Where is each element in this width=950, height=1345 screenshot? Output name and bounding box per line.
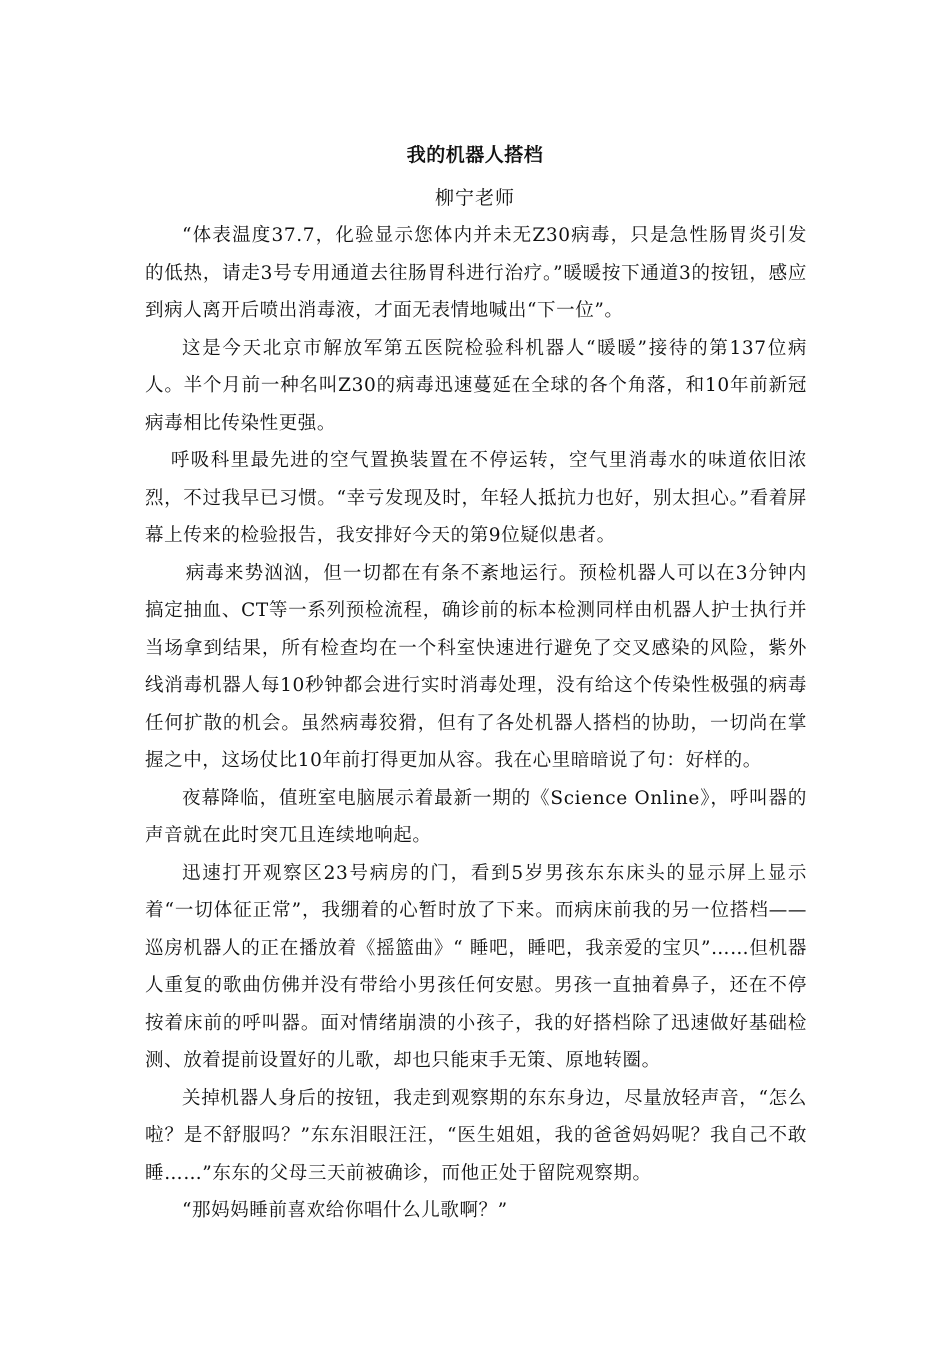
paragraph-3: 呼吸科里最先进的空气置换装置在不停运转，空气里消毒水的味道依旧浓烈，不过我早已习惯。“幸亏发现及时，年轻人抵抗力也好，别太担心。”看着屏幕上传来的检验报告，我安排好今天的第9位疑似患者。 <box>145 450 807 546</box>
paragraph-1: “体表温度37.7，化验显示您体内并未无Z30病毒，只是急性肠胃炎引发的低热，请走3号专用通道去往肠胃科进行治疗。”暖暖按下通道3的按钮，感应到病人离开后喷出消毒液，才面无表情地喊出“下一位”。 <box>145 225 807 321</box>
paragraph-4: 病毒来势汹汹，但一切都在有条不紊地运行。预检机器人可以在3分钟内搞定抽血、CT等一系列预检流程，确诊前的标本检测同样由机器人护士执行并当场拿到结果，所有检查均在一个科室快速进行避免了交叉感染的风险，紫外线消毒机器人每10秒钟都会进行实时消毒处理，没有给这个传染性极强的病毒任何扩散的机会。虽然病毒狡猾，但有了各处机器人搭档的协助，一切尚在掌握之中，这场仗比10年前打得更加从容。我在心里暗暗说了句：好样的。 <box>145 562 807 771</box>
paragraph-8: “那妈妈睡前喜欢给你唱什么儿歌啊？” <box>182 1200 508 1221</box>
paragraph-6: 迅速打开观察区23号病房的门，看到5岁男孩东东床头的显示屏上显示着“一切体征正常”，我绷着的心暂时放了下来。而病床前我的另一位搭档——巡房机器人的正在播放着《摇篮曲》“ 睡吧，睡吧，我亲爱的宝贝”……但机器人重复的歌曲仿佛并没有带给小男孩任何安慰。男孩一直抽着鼻子，还在不停按着床前的呼叫器。面对情绪崩溃的小孩子，我的好搭档除了迅速做好基础检测、放着提前设置好的儿歌，却也只能束手无策、原地转圈。 <box>145 862 807 1071</box>
paragraph-7: 关掉机器人身后的按钮，我走到观察期的东东身边，尽量放轻声音，“怎么啦？是不舒服吗？”东东泪眼汪汪，“医生姐姐，我的爸爸妈妈呢？我自己不敢睡……”东东的父母三天前被确诊，而他正处于留院观察期。 <box>145 1087 807 1184</box>
document-author: 柳宁老师 <box>434 187 515 209</box>
document-body <box>145 217 807 1230</box>
paragraph-2: 这是今天北京市解放军第五医院检验科机器人“暖暖”接待的第137位病人。半个月前一种名叫Z30的病毒迅速蔓延在全球的各个角落，和10年前新冠病毒相比传染性更强。 <box>145 337 807 434</box>
document-title: 我的机器人搭档 <box>406 144 544 166</box>
paragraph-5: 夜幕降临，值班室电脑展示着最新一期的《Science Online》，呼叫器的声音就在此时突兀且连续地响起。 <box>145 787 807 846</box>
